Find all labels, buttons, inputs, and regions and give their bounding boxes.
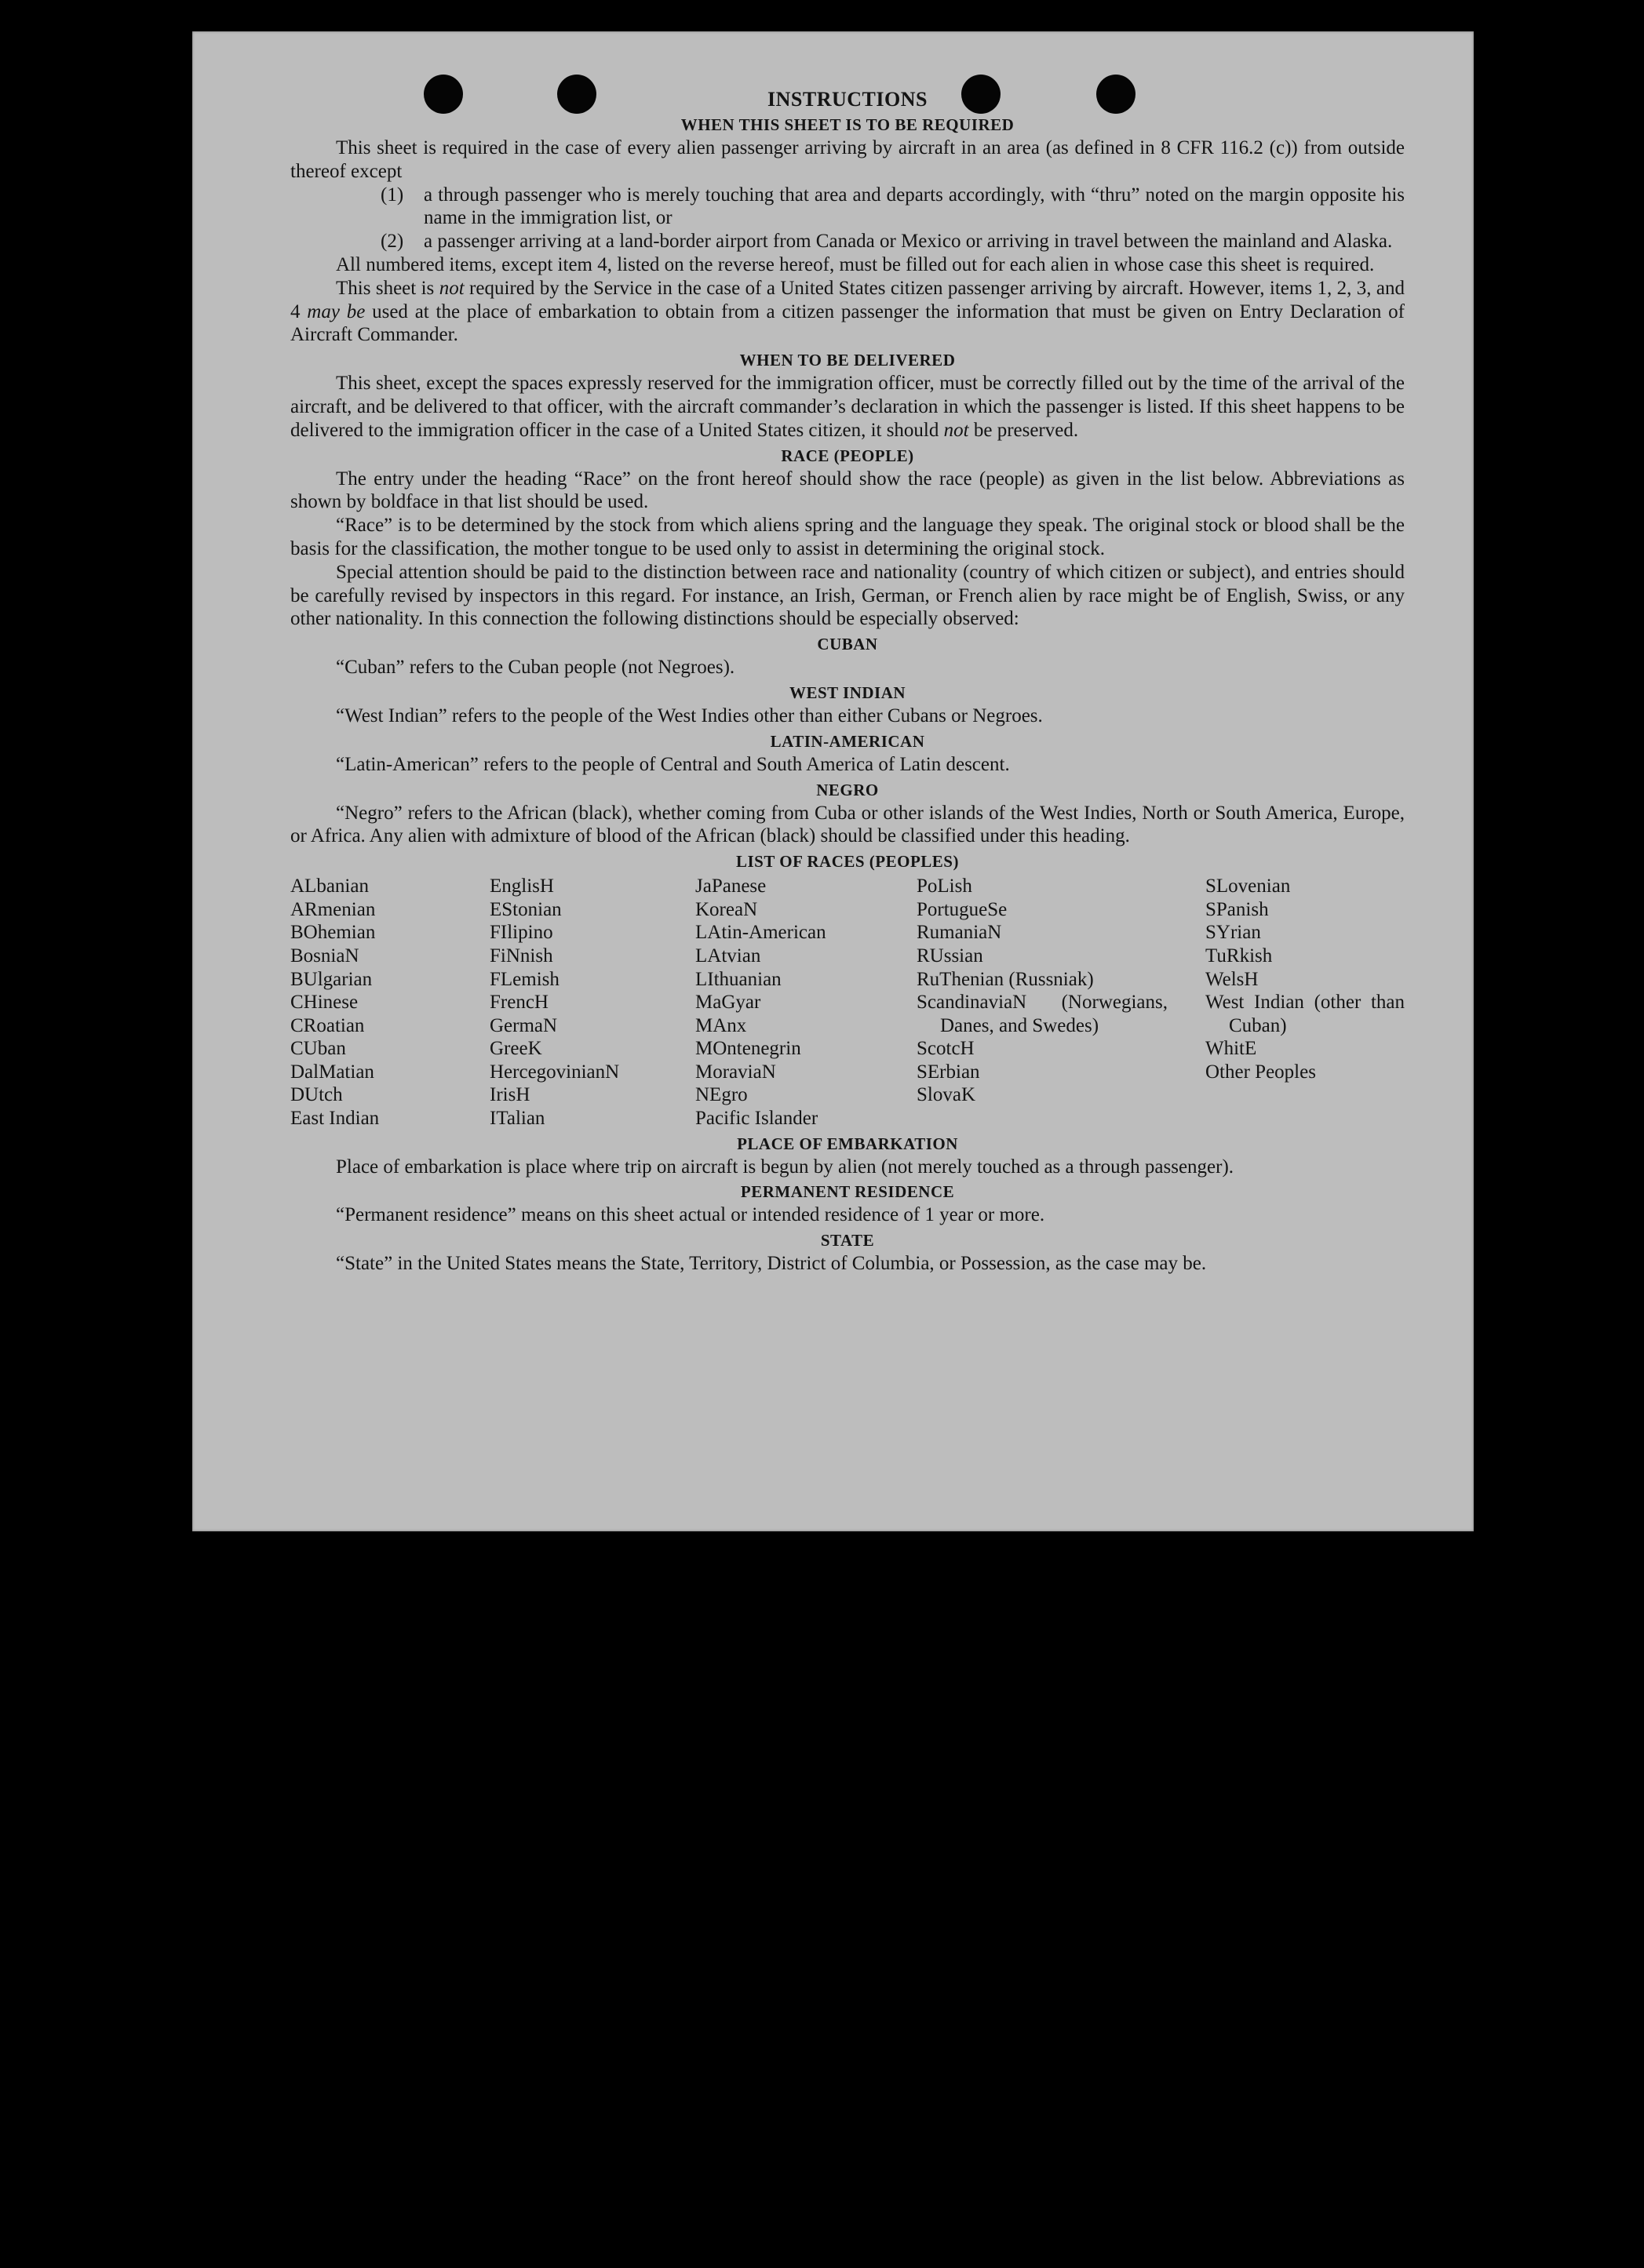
- races-column-2: [490, 875, 695, 1130]
- paragraph-required-intro: This sheet is required in the case of every alien passenger arriving by aircraft in an area (as defined in 8 CFR 116.2 (c)) from outside thereof except: [290, 137, 1405, 182]
- race-item: LAtvian: [695, 945, 761, 967]
- document-page: [192, 31, 1474, 1531]
- paragraph-race-nationality: Special attention should be paid to the distinction between race and nationality (country of which citizen or subject), and entries should be carefully revised by inspectors in this regard. For instance, an Irish, German, or French alien by race might be of English, Swiss, or any other nationality. In this connection the following distinctions should be especially observed:: [290, 561, 1405, 630]
- race-item: RumaniaN: [917, 922, 1002, 944]
- paragraph-state: “State” in the United States means the State, Territory, District of Columbia, or Possession, as the case may be.: [336, 1253, 1207, 1275]
- race-item: BUlgarian: [290, 968, 373, 990]
- race-item: ARmenian: [290, 898, 376, 920]
- race-item: IrisH: [490, 1084, 530, 1106]
- race-item: MAnx: [695, 1014, 747, 1036]
- paragraph-permanent-residence: “Permanent residence” means on this sheet actual or intended residence of 1 year or more.: [336, 1204, 1045, 1226]
- paragraph-west-indian: “West Indian” refers to the people of the West Indies other than either Cubans or Negroes.: [336, 704, 1043, 726]
- race-item: WhitE: [1205, 1038, 1257, 1060]
- races-column-4: [917, 875, 1205, 1130]
- heading-list-of-races: LIST OF RACES (PEOPLES): [736, 852, 959, 872]
- race-item: SLovenian: [1205, 876, 1291, 897]
- race-item: ITalian: [490, 1108, 545, 1130]
- paragraph-race-stock: “Race” is to be determined by the stock from which aliens spring and the language they speak. The original stock or blood shall be the basis for the classification, the mother tongue to be used only to assist in determining the original stock.: [290, 515, 1405, 559]
- races-list: [290, 875, 1405, 1130]
- paragraph-latin-american: “Latin-American” refers to the people of Central and South America of Latin descent.: [336, 753, 1010, 775]
- race-item: BOhemian: [290, 922, 376, 944]
- exception-number: (1): [381, 184, 404, 206]
- race-item: FIlipino: [490, 922, 553, 944]
- heading-negro: NEGRO: [816, 780, 879, 799]
- race-item: PoLish: [917, 876, 972, 897]
- races-column-3: [695, 875, 917, 1130]
- race-item: LIthuanian: [695, 968, 782, 990]
- race-item: SlovaK: [917, 1084, 975, 1106]
- heading-latin-american: LATIN-AMERICAN: [770, 731, 925, 751]
- race-item: ScandinaviaN (Norwegians, Danes, and Swedes): [917, 992, 1168, 1036]
- race-item: Other Peoples: [1205, 1061, 1316, 1083]
- paragraph-citizen: This sheet is not required by the Service in the case of a United States citizen passenger arriving by aircraft. However, items 1, 2, 3, and 4 may be used at the place of embarkation to obtain from a citizen passenger the information that must be given on Entry Declaration of Aircraft Commander.: [290, 277, 1405, 346]
- paragraph-negro: “Negro” refers to the African (black), whether coming from Cuba or other islands of the West Indies, North or South America, Europe, or Africa. Any alien with admixture of blood of the African (black) should be classified under this heading.: [290, 802, 1405, 847]
- races-column-1: [290, 875, 490, 1130]
- exception-2: [381, 230, 1405, 253]
- race-item: SYrian: [1205, 922, 1261, 944]
- race-item: West Indian (other than Cuban): [1205, 992, 1405, 1036]
- exception-text: a passenger arriving at a land-border airport from Canada or Mexico or arriving in travel between the mainland and Alaska.: [424, 231, 1393, 253]
- race-item: DalMatian: [290, 1061, 374, 1083]
- race-item: FiNnish: [490, 945, 553, 967]
- race-item: HercegovinianN: [490, 1061, 620, 1083]
- race-item: East Indian: [290, 1108, 380, 1130]
- race-item: Pacific Islander: [695, 1108, 818, 1130]
- exception-number: (2): [381, 231, 404, 253]
- race-item: DUtch: [290, 1084, 343, 1106]
- race-item: MaGyar: [695, 992, 761, 1014]
- heading-race: RACE (PEOPLE): [781, 446, 914, 465]
- race-item: WelsH: [1205, 968, 1259, 990]
- exception-1: [381, 184, 1405, 231]
- instructions-content: [290, 88, 1405, 1276]
- race-item: PortugueSe: [917, 898, 1008, 920]
- race-item: BosniaN: [290, 945, 359, 967]
- race-item: SPanish: [1205, 898, 1269, 920]
- race-item: MoraviaN: [695, 1061, 776, 1083]
- race-item: CRoatian: [290, 1014, 365, 1036]
- heading-when-required: WHEN THIS SHEET IS TO BE REQUIRED: [680, 115, 1015, 134]
- page-title: INSTRUCTIONS: [767, 88, 928, 111]
- race-item: MOntenegrin: [695, 1038, 801, 1060]
- race-item: FrencH: [490, 992, 549, 1014]
- races-column-5: [1205, 875, 1405, 1130]
- race-item: ScotcH: [917, 1038, 975, 1060]
- heading-west-indian: WEST INDIAN: [789, 683, 906, 702]
- race-item: KoreaN: [695, 898, 758, 920]
- paragraph-delivery: This sheet, except the spaces expressly reserved for the immigration officer, must be correctly filled out by the time of the arrival of the aircraft, and be delivered to that officer, with the aircraft commander’s declaration in which the passenger is listed. If this sheet happens to be delivered to the immigration officer in the case of a United States citizen, it should not be preserved.: [290, 373, 1405, 441]
- race-item: LAtin-American: [695, 922, 826, 944]
- heading-place-of-embarkation: PLACE OF EMBARKATION: [737, 1134, 958, 1153]
- heading-state: STATE: [820, 1231, 875, 1250]
- paragraph-cuban: “Cuban” refers to the Cuban people (not Negroes).: [336, 657, 735, 679]
- race-item: SErbian: [917, 1061, 980, 1083]
- paragraph-numbered-items: All numbered items, except item 4, listed on the reverse hereof, must be filled out for each alien in whose case this sheet is required.: [336, 253, 1375, 275]
- paragraph-race-entry: The entry under the heading “Race” on the front hereof should show the race (people) as given in the list below. Abbreviations as shown by boldface in that list should be used.: [290, 468, 1405, 513]
- exception-text: a through passenger who is merely touching that area and departs accordingly, with “thru” noted on the margin opposite his name in the immigration list, or: [424, 184, 1405, 229]
- race-item: EStonian: [490, 898, 562, 920]
- race-item: JaPanese: [695, 876, 767, 897]
- race-item: NEgro: [695, 1084, 748, 1106]
- heading-when-delivered: WHEN TO BE DELIVERED: [739, 351, 956, 370]
- race-item: ALbanian: [290, 876, 369, 897]
- heading-permanent-residence: PERMANENT RESIDENCE: [740, 1182, 955, 1202]
- race-item: RuThenian (Russniak): [917, 968, 1094, 990]
- race-item: CUban: [290, 1038, 346, 1060]
- race-item: FLemish: [490, 968, 560, 990]
- race-item: GreeK: [490, 1038, 542, 1060]
- race-item: CHinese: [290, 992, 359, 1014]
- race-item: TuRkish: [1205, 945, 1273, 967]
- race-item: RUssian: [917, 945, 983, 967]
- race-item: EnglisH: [490, 876, 554, 897]
- race-item: GermaN: [490, 1014, 558, 1036]
- heading-cuban: CUBAN: [817, 635, 878, 654]
- paragraph-embarkation: Place of embarkation is place where trip on aircraft is begun by alien (not merely touched as a through passenger).: [336, 1156, 1234, 1178]
